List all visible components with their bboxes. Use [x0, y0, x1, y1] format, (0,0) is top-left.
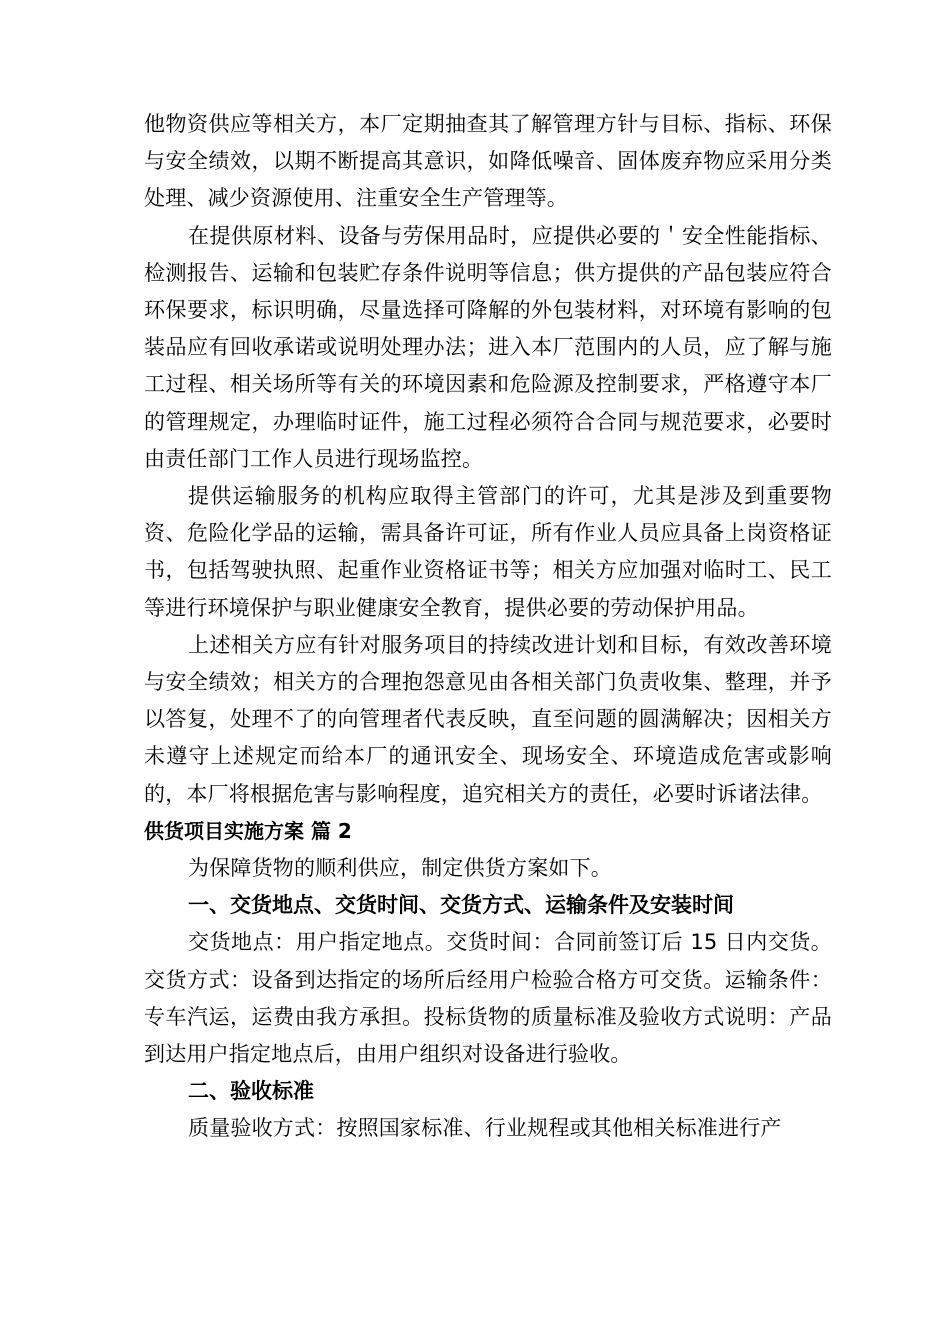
paragraph-2: 在提供原材料、设备与劳保用品时，应提供必要的＇安全性能指标、检测报告、运输和包装贮存条件说明等信息；供方提供的产品包装应符合环保要求，标识明确，尽量选择可降解的外包装材料，对环境有影响的包装品应有回收承诺或说明处理办法；进入本厂范围内的人员，应了解与施工过程、相关场所等有关的环境因素和危险源及控制要求，严格遵守本厂的管理规定，办理临时证件，施工过程必须符合合同与规范要求，必要时由责任部门工作人员进行现场监控。 [144, 223, 832, 471]
paragraph-4: 上述相关方应有针对服务项目的持续改进计划和目标，有效改善环境与安全绩效；相关方的合理抱怨意见由各相关部门负责收集、整理，并予以答复，处理不了的向管理者代表反映，直至问题的圆满解决；因相关方未遵守上述规定而给本厂的通讯安全、现场安全、环境造成危害或影响的，本厂将根据危害与影响程度，追究相关方的责任，必要时诉诸法律。 [144, 632, 832, 806]
document-body [144, 106, 832, 1148]
paragraph-3: 提供运输服务的机构应取得主管部门的许可，尤其是涉及到重要物资、危险化学品的运输，需具备许可证，所有作业人员应具备上岗资格证书，包括驾驶执照、起重作业资格证书等；相关方应加强对临时工、民工等进行环境保护与职业健康安全教育，提供必要的劳动保护用品。 [144, 484, 832, 620]
paragraph-5: 为保障货物的顺利供应，制定供货方案如下。 [188, 856, 612, 881]
paragraph-7: 质量验收方式：按照国家标准、行业规程或其他相关标准进行产 [188, 1116, 782, 1141]
section-1-heading: 一、交货地点、交货时间、交货方式、运输条件及安装时间 [188, 893, 734, 918]
article-heading: 供货项目实施方案 篇 2 [144, 818, 352, 843]
paragraph-6: 交货地点：用户指定地点。交货时间：合同前签订后 15 日内交货。交货方式：设备到达指定的场所后经用户检验合格方可交货。运输条件：专车汽运，运费由我方承担。投标货物的质量标准及验收方式说明：产品到达用户指定地点后，由用户组织对设备进行验收。 [144, 930, 832, 1067]
section-2-heading: 二、验收标准 [188, 1079, 314, 1104]
paragraph-1: 他物资供应等相关方，本厂定期抽查其了解管理方针与目标、指标、环保与安全绩效，以期不断提高其意识，如降低噪音、固体废弃物应采用分类处理、减少资源使用、注重安全生产管理等。 [144, 112, 832, 211]
